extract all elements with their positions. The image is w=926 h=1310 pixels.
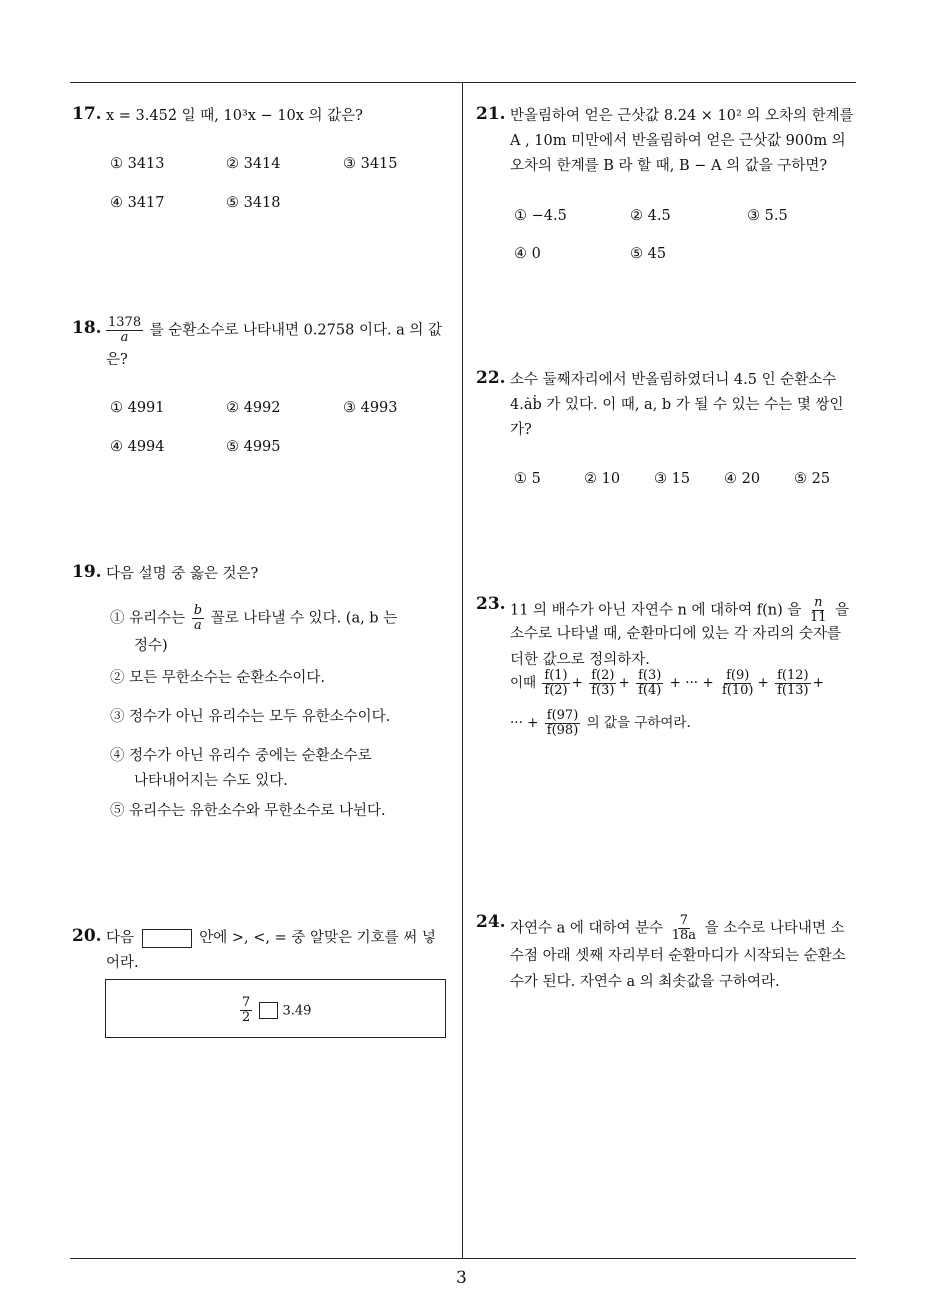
fraction-5: $\frac{f(12)}{f(13)}$ [777,668,809,698]
option-5[interactable]: ⑤ 4995 [226,439,281,455]
fraction-4: $\frac{f(9)}{f(10)}$ [722,668,754,698]
question-text-line-3: 수가 된다. 자연수 a 의 최솟값을 구하여라. [510,974,780,990]
question-number: 20. [72,926,102,946]
question-text-line-2: A , 10m 미만에서 반올림하여 얻은 근삿값 900m 의 [510,133,846,149]
answer-blank[interactable] [259,1002,278,1019]
option-4-cont: 나타내어지는 수도 있다. [134,773,288,789]
option-3[interactable]: ③ 4993 [343,400,398,416]
question-text-line-1: 소수 둘째자리에서 반올림하였더니 4.5 인 순환소수 [510,372,837,388]
blank-box [142,929,192,948]
top-rule [70,82,856,83]
question-number: 21. [476,104,506,124]
question-number: 18. [72,318,102,338]
option-4[interactable]: ④ 0 [514,246,541,262]
question-text-line-2: 은? [106,352,128,368]
option-5[interactable]: ⑤ 유리수는 유한소수와 무한소수로 나뉜다. [110,803,386,819]
fraction: $\frac{1378}{a}$ [108,315,142,345]
option-1[interactable]: ① 5 [514,471,541,487]
question-text-line-1: 반올림하여 얻은 근삿값 8.24 × 10² 의 오차의 한계를 [510,108,854,124]
fraction-6: $\frac{f(97)}{f(98)}$ [546,708,579,738]
option-5[interactable]: ⑤ 3418 [226,195,281,211]
option-4[interactable]: ④ 4994 [110,439,165,455]
question-text-line-3: 오차의 한계를 B 라 할 때, B − A 의 값을 구하면? [510,158,828,174]
option-1[interactable]: ① 유리수는 $\frac{b}{a}$ 꼴로 나타낼 수 있다. (a, b 는 [110,603,398,633]
question-text: x = 3.452̇ 일 때, 10³x − 10x 의 값은? [106,108,363,124]
option-2[interactable]: ② 모든 무한소수는 순환소수이다. [110,670,326,686]
option-5[interactable]: ⑤ 45 [630,246,667,262]
question-text-line-2: 어라. [106,955,139,971]
option-5[interactable]: ⑤ 25 [794,471,831,487]
fraction: $\frac{7}{2}$ [242,995,251,1025]
fraction: $\frac{7}{18a}$ [671,913,697,943]
comparison-expression: $\frac{7}{2}$ 3.49̇ [242,995,312,1025]
question-text-line-2: 4.ȧḃ 가 있다. 이 때, a, b 가 될 수 있는 수는 몇 쌍인 [510,397,844,413]
question-text-line-1: 자연수 a 에 대하여 분수 $\frac{7}{18a}$ 을 소수로 나타내면 소 [510,913,845,943]
question-number: 19. [72,562,102,582]
option-3[interactable]: ③ 3415 [343,156,398,172]
option-3[interactable]: ③ 정수가 아닌 유리수는 모두 유한소수이다. [110,709,391,725]
question-text-line-2: 수점 아래 셋째 자리부터 순환마디가 시작되는 순환소 [510,948,846,964]
fraction: $\frac{n}{11}$ [810,595,827,625]
question-number: 23. [476,594,506,614]
question-text-line-2: 소수로 나타낼 때, 순환마디에 있는 각 자리의 숫자를 [510,626,842,642]
option-1-cont: 정수) [134,638,168,654]
question-text-line-1: 11 의 배수가 아닌 자연수 n 에 대하여 f(n) 을 $\frac{n}{11}$ 을 [510,595,850,625]
option-2[interactable]: ② 4.5 [630,208,671,224]
page-number: 3 [456,1268,467,1288]
option-4[interactable]: ④ 20 [724,471,761,487]
question-number: 17. [72,104,102,124]
question-number: 24. [476,912,506,932]
option-2[interactable]: ② 10 [584,471,621,487]
fraction-2: $\frac{f(2)}{f(3)}$ [591,668,615,698]
option-4[interactable]: ④ 3417 [110,195,165,211]
question-text-line-3: 더한 값으로 정의하자. [510,652,650,668]
option-3[interactable]: ③ 15 [654,471,691,487]
question-text: 다음 설명 중 옳은 것은? [106,566,259,582]
bottom-rule [70,1258,856,1259]
question-text-line-3: 가? [510,422,532,438]
option-4[interactable]: ④ 정수가 아닌 유리수 중에는 순환소수로 [110,748,372,764]
question-text-line-5: ··· + $\frac{f(97)}{f(98)}$ 의 값을 구하여라. [510,708,691,738]
question-number: 22. [476,368,506,388]
fraction-1: $\frac{f(1)}{f(2)}$ [544,668,568,698]
fraction: $\frac{b}{a}$ [193,603,203,633]
question-text-line-1: 다음 안에 >, <, = 중 알맞은 기호를 써 넣 [106,930,436,946]
column-divider [462,82,463,1258]
option-3[interactable]: ③ 5.5 [747,208,788,224]
option-2[interactable]: ② 3414 [226,156,281,172]
option-2[interactable]: ② 4992 [226,400,281,416]
option-1[interactable]: ① 4991 [110,400,165,416]
question-text-line-1: $\frac{1378}{a}$ 를 순환소수로 나타내면 0.2758 이다. a 의 값 [108,315,443,345]
option-1[interactable]: ① 3413 [110,156,165,172]
fraction-3: $\frac{f(3)}{f(4)}$ [638,668,662,698]
option-1[interactable]: ① −4.5 [514,208,567,224]
question-text-line-4: 이때 $\frac{f(1)}{f(2)}$ + $\frac{f(2)}{f(3)}$ + $\frac{f(3)}{f(4)}$ + ··· + $\frac{f(9)}{f(10)}$ + $\frac{f(12)}{f(13)}$ + [510,668,824,698]
